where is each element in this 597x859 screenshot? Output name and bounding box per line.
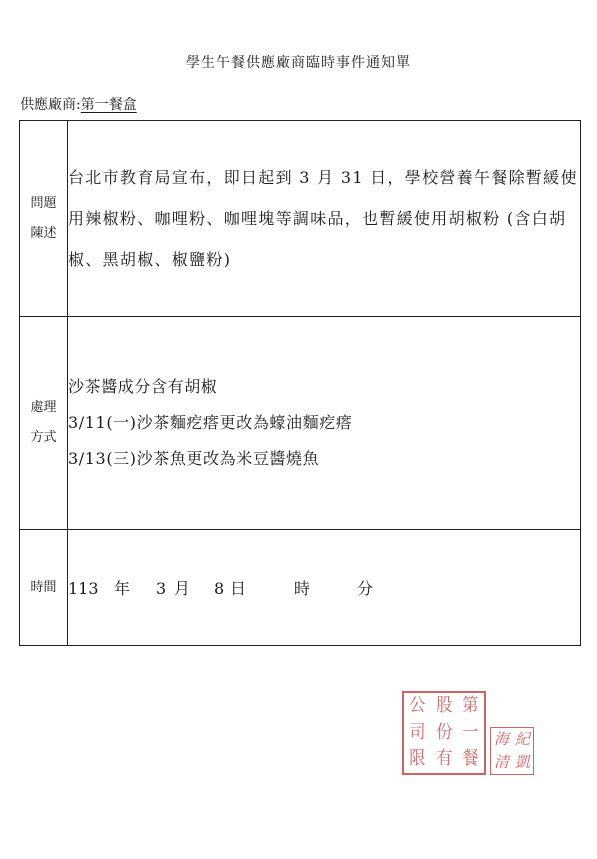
handling-content xyxy=(68,317,581,530)
company-seal-char: 有 xyxy=(435,748,453,770)
personal-seal-char: 紀 xyxy=(514,730,530,748)
issue-label-line1: 問題 xyxy=(30,195,57,211)
time-content xyxy=(68,530,581,646)
issue-content xyxy=(68,121,581,317)
personal-seal xyxy=(490,727,534,775)
supplier-name: 第一餐盒 xyxy=(80,97,137,113)
company-seal-char: 司 xyxy=(409,721,426,743)
time-day: 8 xyxy=(214,579,225,598)
company-seal-char: 一 xyxy=(462,721,479,743)
issue-text: 台北市教育局宣布，即日起到 3 月 31 日，學校營養午餐除暫緩使用辣椒粉、咖哩粉、咖哩塊等調味品，也暫緩使用胡椒粉 (含白胡椒、黑胡椒、椒鹽粉) xyxy=(68,168,578,269)
handling-line-3: 3/13(三)沙茶魚更改為米豆醬燒魚 xyxy=(68,449,320,468)
company-seal-char: 第 xyxy=(462,695,479,716)
issue-label xyxy=(20,121,68,317)
issue-label-line2: 陳述 xyxy=(30,225,57,241)
company-seal-char: 股 xyxy=(435,695,453,716)
time-label: 時間 xyxy=(20,530,68,646)
company-seal xyxy=(402,691,486,775)
handling-row xyxy=(20,317,581,530)
time-day-unit: 日 xyxy=(230,579,247,598)
handling-line-2: 3/11(一)沙茶麵疙瘩更改為蠔油麵疙瘩 xyxy=(68,413,353,432)
time-year: 113 xyxy=(68,579,99,598)
supplier-label: 供應廠商: xyxy=(20,97,81,113)
supplier-line xyxy=(20,94,137,114)
personal-seal-char: 海 xyxy=(493,730,509,748)
time-month-unit: 月 xyxy=(174,579,191,598)
time-year-unit: 年 xyxy=(114,579,131,598)
time-row xyxy=(20,530,581,646)
personal-seal-char: 凱 xyxy=(514,753,530,771)
document-title: 學生午餐供應廠商臨時事件通知單 xyxy=(186,55,411,71)
company-seal-char: 餐 xyxy=(462,748,479,770)
handling-label xyxy=(20,317,68,530)
company-seal-char: 限 xyxy=(409,748,426,770)
handling-line-1: 沙茶醬成分含有胡椒 xyxy=(68,377,218,396)
handling-label-line2: 方式 xyxy=(30,430,57,445)
issue-row xyxy=(20,121,581,317)
handling-label-line1: 處理 xyxy=(30,400,57,415)
personal-seal-char: 清 xyxy=(493,753,509,771)
time-hour-unit: 時 xyxy=(294,579,311,598)
time-minute-unit: 分 xyxy=(357,579,374,598)
time-month: 3 xyxy=(156,579,167,598)
notice-table xyxy=(19,120,581,646)
company-seal-char: 份 xyxy=(435,721,453,743)
company-seal-char: 公 xyxy=(409,695,426,716)
